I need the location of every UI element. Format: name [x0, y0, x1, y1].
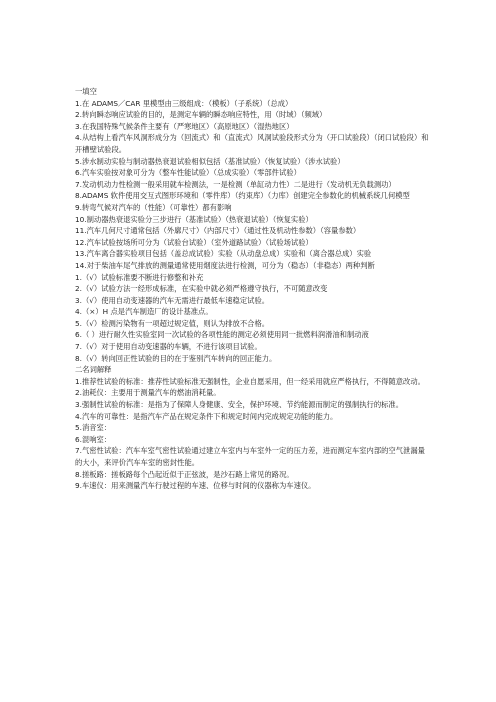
question-line: 12.汽车试验按场所可分为（试验台试验）（室外道路试验）（试验场试验）	[75, 237, 313, 247]
term-definition: 6.混响室：	[75, 434, 112, 444]
judgement-line: 2.（√）试验方法一经形成标准，在实验中就必须严格遵守执行，不可随意改变	[75, 284, 328, 294]
judgement-line: 6.（ ）进行耐久性实验室同一次试验的各项性能的测定必须使用同一批燃料润滑油和制动液	[75, 330, 369, 340]
question-line: 4.从结构上看汽车风洞形成分为（回流式）和（直流式）风洞试验段形式分为（开口试验段）（闭口试验段）和开槽壁试验段。	[75, 133, 429, 154]
judgement-line: 7.（√）对于使用自动变速器的车辆，不进行该项目试验。	[75, 342, 262, 352]
term-definition: 5.消音室：	[75, 423, 112, 433]
question-line: 5.涉水制动实验与制动器热衰退试验相似包括（基准试验）（恢复试验）（涉水试验）	[75, 156, 345, 166]
question-line: 8.ADAMS 软件使用交互式图形环境和（零件库）（约束库）（力库）创建完全参数化的机械系统几何模型	[75, 191, 410, 201]
judgement-line: 3.（√）使用自动变速器的汽车无需进行最低车速稳定试验。	[75, 295, 270, 305]
question-line: 7.发动机动力性检测一般采用就车检测法，一是检测（单缸动力性）二是进行（发动机无负载测功）	[75, 179, 396, 189]
section-heading-terms: 二名词解释	[75, 365, 112, 375]
judgement-line: 1.（√）试验标准要不断进行修整和补充	[75, 272, 204, 282]
question-line: 14.对于柴油车尾气排放的测量通常使用烟度法进行检测，可分为（稳态）（非稳态）两种判断	[75, 260, 375, 270]
question-line: 13.汽车离合器实验项目包括（盖总成试验）实验（从动盘总成）实验和（离合器总成）实验	[75, 249, 372, 259]
question-line: 9.转弯气候对汽车的（性能）（可靠性）都有影响	[75, 202, 232, 212]
term-definition: 3.强制性试验的标准：是指为了保障人身健康、安全，保护环境、节约能源而制定的强制执行的标准。	[75, 400, 404, 410]
question-line: 2.转向瞬态响应试验的目的，是测定车辆的瞬态响应特性，用（时域）（频域）	[75, 110, 327, 120]
question-line: 1.在 ADAMS／CAR 里模型由三级组成：（模板）（子系统）（总成）	[75, 98, 293, 108]
question-line: 3.在我国特殊气候条件主要有（严寒地区）（高原地区）（湿热地区）	[75, 121, 294, 131]
judgement-line: 5.（√）检测污染物有一项超过规定值，则认为排放不合格。	[75, 318, 270, 328]
term-definition: 1.推荐性试验的标准：推荐性试验标准无强制性，企业自愿采用，但一经采用就应严格执行，不得随意改动。	[75, 376, 425, 386]
term-definition: 7.气密性试验：汽车车室气密性试验通过建立车室内与车室外一定的压力差，进而测定车室内部的空气泄漏量的大小，来评价汽车车室的密封性能。	[75, 446, 425, 467]
term-definition: 2.油耗仪：主要用于测量汽车的燃油消耗量。	[75, 388, 221, 398]
term-definition: 8.搓板路：搓板路每个凸起近似于正弦波，是沙石路上常见的路况。	[75, 469, 294, 479]
term-definition: 9.车速仪：用来测量汽车行驶过程的车速、位移与时间的仪器称为车速仪。	[75, 481, 316, 491]
question-line: 10.制动器热衰退实验分三步进行（基准试验）（热衰退试验）（恢复实验）	[75, 214, 313, 224]
section-heading-fill-in: 一填空	[75, 87, 97, 96]
judgement-line: 4.（×）H 点是汽车制造厂的设计基准点。	[75, 307, 213, 317]
question-line: 6.汽车实验按对象可分为（整车性能试验）（总成实验）（零部件试验）	[75, 168, 301, 178]
judgement-line: 8.（√）转向回正性试验的目的在于鉴别汽车转向的回正能力。	[75, 353, 277, 363]
term-definition: 4.汽车的可靠性：是指汽车产品在规定条件下和规定时间内完成规定功能的能力。	[75, 411, 338, 421]
question-line: 11.汽车几何尺寸通常包括（外廓尺寸）（内部尺寸）（通过性及机动性参数）（容量参数）	[75, 226, 361, 236]
